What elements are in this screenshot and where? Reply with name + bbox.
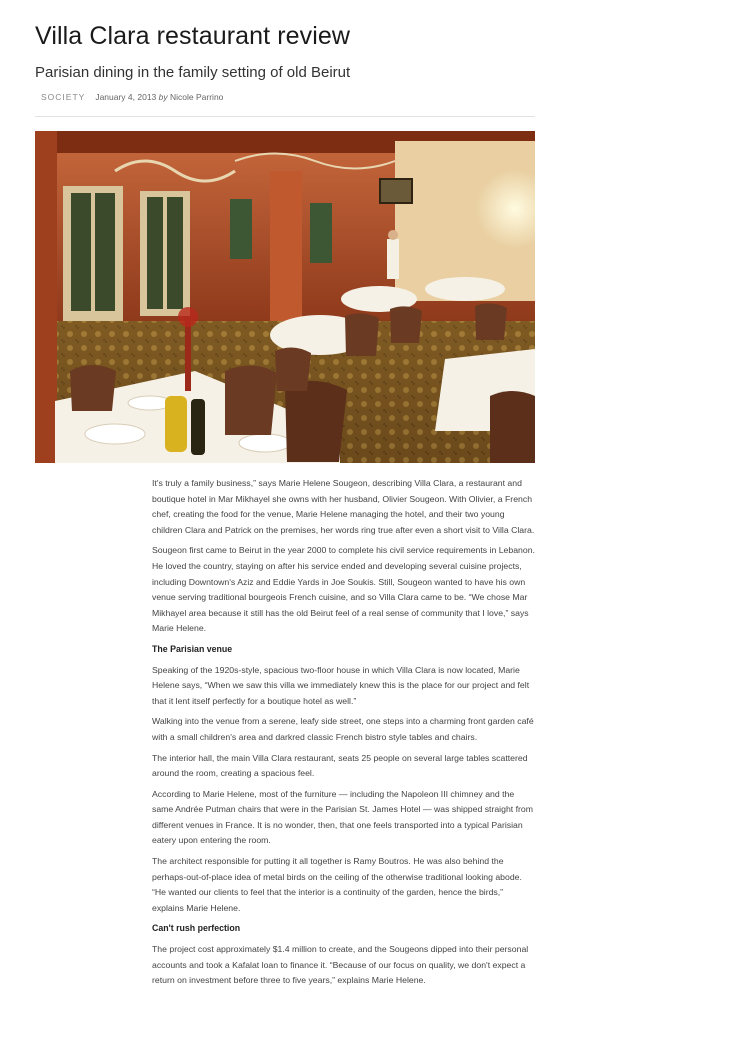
byline-word: by (158, 92, 168, 102)
section-heading: The Parisian venue (152, 643, 233, 654)
article-paragraph: The architect responsible for putting it all together is Ramy Boutros. He was also behind the perhaps-out-of-place idea of metal birds on the ceiling of the otherwise traditional looking abode. “He wanted our clients to feel that the interior is a continuity of the garden, hence the birds,” explains Marie Helene. (152, 856, 522, 913)
article-paragraph: The project cost approximately $1.4 million to create, and the Sougeons dipped into their personal accounts and took a Kafalat loan to finance it. “Because of our focus on quality, we don't expect a return on investment before three to five years,” explains Marie Helene. (152, 944, 529, 986)
restaurant-photo (35, 131, 535, 463)
article-body (152, 476, 535, 994)
publish-date (95, 92, 223, 102)
section-heading: Can't rush perfection (152, 923, 241, 934)
article-paragraph: According to Marie Helene, most of the furniture — including the Napoleon III chimney and the same Andrée Putman chairs that were in the Parisian St. James Hotel — was shipped straight from different venues in France. It is no wonder, then, that one feels transported into a typical Parisian eatery upon entering the room. (152, 788, 533, 846)
article-subtitle: Parisian dining in the family setting of old Beirut (35, 64, 351, 81)
article-paragraph: Walking into the venue from a serene, leafy side street, one steps into a charming front garden café with a small children's area and darkred classic French bistro style tables and chairs. (152, 716, 534, 742)
article-meta (35, 92, 223, 102)
header-divider (35, 116, 535, 117)
article-paragraph: Speaking of the 1920s-style, spacious two-floor house in which Villa Clara is now located, Marie Helene says, “When we saw this villa we immediately knew this is the place for our project and felt that it lent itself perfectly for a boutique hotel as well.” (152, 664, 530, 706)
article-paragraph: The interior hall, the main Villa Clara restaurant, seats 25 people on several large tables scattered around the room, creating a spacious feel. (152, 752, 528, 779)
date-text: January 4, 2013 (95, 92, 157, 102)
article-paragraph: Sougeon first came to Beirut in the year 2000 to complete his civil service requirements in Lebanon. He loved the country, staying on after his service ended and developing several cuisine projects, including Downtown's Aziz and Eddie Yards in Joe Soukis. Still, Sougeon wanted to have his own venue serving traditional bourgeois French cuisine, and so Villa Clara came to be. “We chose Mar Mikhayel area because it still has the old Beirut feel of a real sense of community that I love,” says Marie Helene. (152, 545, 535, 634)
article-title: Villa Clara restaurant review (35, 22, 351, 50)
author-name[interactable]: Nicole Parrino (170, 92, 224, 102)
category-link[interactable]: SOCIETY (41, 92, 86, 102)
article-paragraph: It's truly a family business,” says Marie Helene Sougeon, describing Villa Clara, a restaurant and boutique hotel in Mar Mikhayel she owns with her husband, Olivier Sougeon. With Olivier, a French chef, creating the food for the venue, Marie Helene managing the hotel, and their two young children Clara and Patrick on the premises, her words ring true after even a short visit to Villa Clara. (152, 478, 535, 535)
